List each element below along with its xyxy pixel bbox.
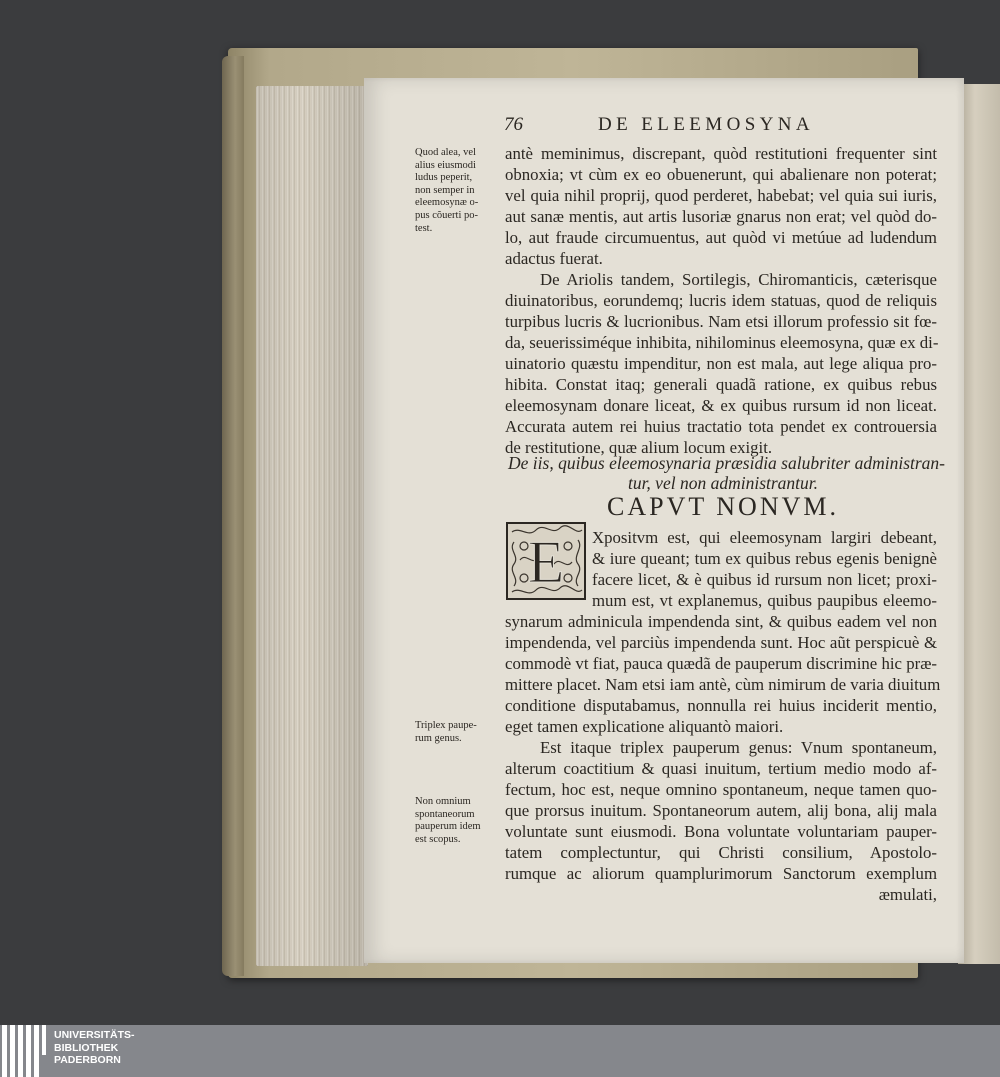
- text-line: obnoxia; vt cùm ex eo obuenerunt, qui abalienare non poterat;: [505, 165, 937, 184]
- margin-note: Triplex paupe- rum genus.: [415, 720, 477, 744]
- text-line: fectum, hoc est, neque omnino spontaneum, neque tamen quo-: [505, 780, 937, 799]
- section-subtitle: tur, vel non administrantur.: [627, 473, 819, 493]
- text-line: impendenda, vel parciùs impendenda sunt. Hoc aũt perspicuè &: [505, 633, 937, 652]
- text-line: tatem complectuntur, qui Christi consilium, Apostolo-: [505, 843, 937, 862]
- text-line: De Ariolis tandem, Sortilegis, Chiromanticis, cæterisque: [540, 270, 937, 289]
- text-line: antè meminimus, discrepant, quòd restitutioni frequenter sint: [505, 144, 937, 163]
- drop-cap-ornament: [506, 522, 586, 600]
- text-line: de restitutione, quæ alium locum exigit.: [505, 438, 773, 457]
- text-line: hibita. Constat itaq; generali quadã ratione, ex quibus rebus: [505, 375, 937, 394]
- drop-cap-letter: E: [527, 529, 565, 595]
- text-line: da, seuerissiméque inhibita, nihilominus eleemosyna, quæ ex di-: [505, 333, 939, 352]
- text-line: turpibus lucris & lucrionibus. Nam etsi illorum professio sit fœ-: [505, 312, 937, 331]
- chapter-title: CAPVT NONVM.: [607, 492, 839, 521]
- library-logo-icon: [1, 1025, 47, 1077]
- text-line: vel quia nihil proprij, quod perderet, habebat; vel quia sui iuris,: [505, 186, 937, 205]
- library-footer: [0, 1025, 1000, 1077]
- margin-note: Non omnium spontaneorum pauperum idem est scopus.: [415, 796, 481, 845]
- text-line: facere licet, & è quibus id rursum non licet; proxi-: [592, 570, 937, 589]
- text-line: mum est, vt explanemus, quibus paupibus eleemo-: [592, 591, 937, 610]
- text-line: conditione disputabamus, nonnulla rei huius inciderit mentio,: [505, 696, 937, 715]
- text-line: & iure queant; tum ex quibus rebus egenis benignè: [592, 549, 937, 568]
- margin-note: Quod alea, vel alius eiusmodi ludus peperit, non semper in eleemosynæ o- pus cõuerti po- test.: [415, 147, 479, 234]
- book-spine-edge: [222, 56, 244, 976]
- text-line: Accurata autem rei huius tractatio tota pendet ex controuersia: [505, 417, 937, 436]
- text-line: diuinatoribus, eorundemq; lucris idem statuas, quod de reliquis: [505, 291, 937, 310]
- running-title: DE ELEEMOSYNA: [598, 114, 815, 135]
- text-line: adactus fuerat.: [505, 249, 603, 268]
- text-line: uinatorio quæstu impenditur, non est mala, aut lege aliqua pro-: [505, 354, 937, 373]
- page-stack-shade: [256, 86, 368, 966]
- text-line: aut sanæ mentis, aut artis lusoriæ gnarus non erat; vel quòd do-: [505, 207, 937, 226]
- text-line: Est itaque triplex pauperum genus: Vnum spontaneum,: [540, 738, 937, 757]
- library-name: UNIVERSITÄTS- BIBLIOTHEK PADERBORN: [54, 1029, 135, 1066]
- text-line: voluntate sunt eiusmodi. Bona voluntate voluntariam pauper-: [505, 822, 937, 841]
- text-line: que prorsus inuitum. Spontaneorum autem, alij bona, alij mala: [505, 801, 937, 820]
- text-line: lo, aut fraude circumuentus, aut quòd vi metúue ad ludendum: [505, 228, 937, 247]
- text-line: eget tamen explicatione aliquantò maiori.: [505, 717, 784, 736]
- text-line: alterum coactitium & quasi inuitum, tertium medio modo af-: [505, 759, 937, 778]
- section-subtitle: De iis, quibus eleemosynaria præsidia salubriter administran-: [508, 453, 946, 473]
- catchword: æmulati,: [878, 885, 937, 904]
- facing-page-edge: [958, 84, 1000, 964]
- text-line: rumque ac aliorum quamplurimorum Sanctorum exemplum: [505, 864, 937, 883]
- text-line: synarum adminicula impendenda sint, & quibus eadem vel non: [505, 612, 937, 631]
- text-line: eleemosynam donare liceat, & ex quibus rursum id non liceat.: [505, 396, 937, 415]
- text-line: Xpositvm est, qui eleemosynam largiri debeant,: [592, 528, 937, 547]
- text-line: commodè vt fiat, pauca quædã de pauperum discrimine hic præ-: [505, 654, 937, 673]
- page-number: 76: [504, 114, 523, 135]
- text-line: mittere placet. Nam etsi iam antè, cùm nimirum de varia diuitum: [505, 675, 941, 694]
- page-header: [500, 114, 970, 140]
